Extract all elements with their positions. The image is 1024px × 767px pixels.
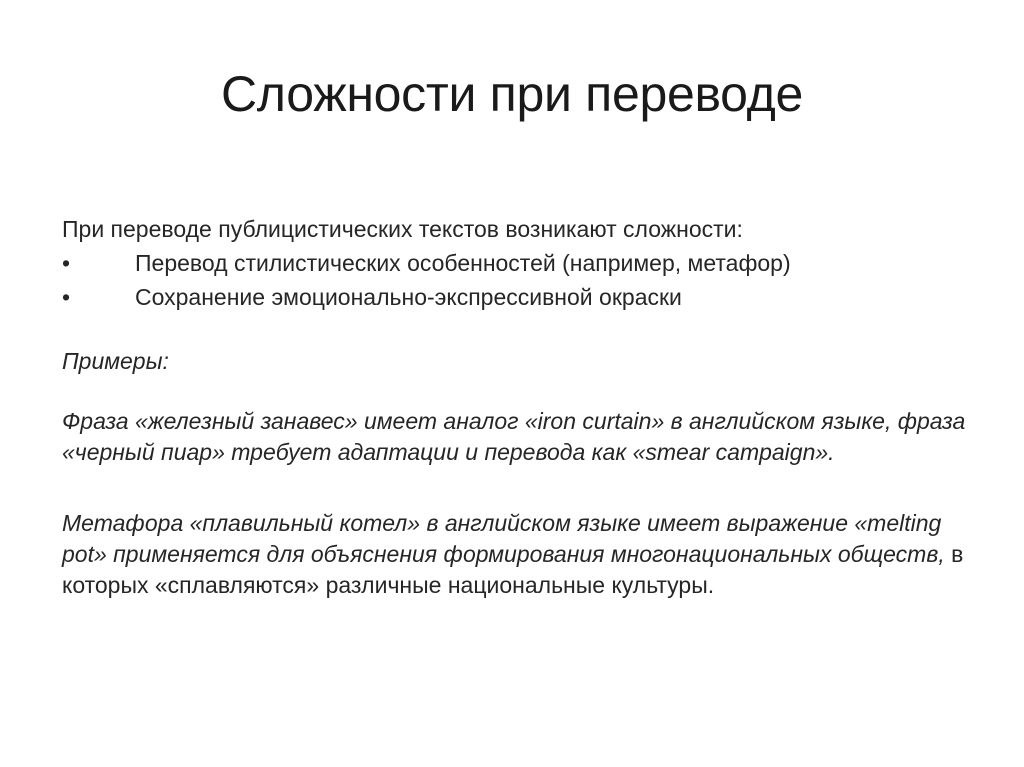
bullet-list xyxy=(62,246,972,314)
example-2-italic-text: Метафора «плавильный котел» в английском языке имеет выражение «melting pot» применяется для объяснения формирования многонациональных обществ, xyxy=(62,510,945,567)
bullet-mark: • xyxy=(62,284,71,310)
list-item xyxy=(62,246,972,280)
example-2-normal-text: в которых «сплавляются» различные национальные культуры. xyxy=(62,541,964,598)
bullet-text: Сохранение эмоционально-экспрессивной окраски xyxy=(135,284,682,310)
slide-body xyxy=(62,212,972,601)
bullet-text: Перевод стилистических особенностей (например, метафор) xyxy=(135,250,791,276)
list-item xyxy=(62,280,972,314)
example-paragraph-1: Фраза «железный занавес» имеет аналог «iron curtain» в английском языке, фраза «черный пиар» требует адаптации и перевода как «smear campaign». xyxy=(62,408,966,465)
examples-label: Примеры: xyxy=(62,348,169,374)
example-paragraph-2 xyxy=(62,508,972,601)
intro-text: При переводе публицистических текстов возникают сложности: xyxy=(62,216,743,242)
bullet-mark: • xyxy=(62,250,71,276)
slide-title: Сложности при переводе xyxy=(221,66,803,122)
